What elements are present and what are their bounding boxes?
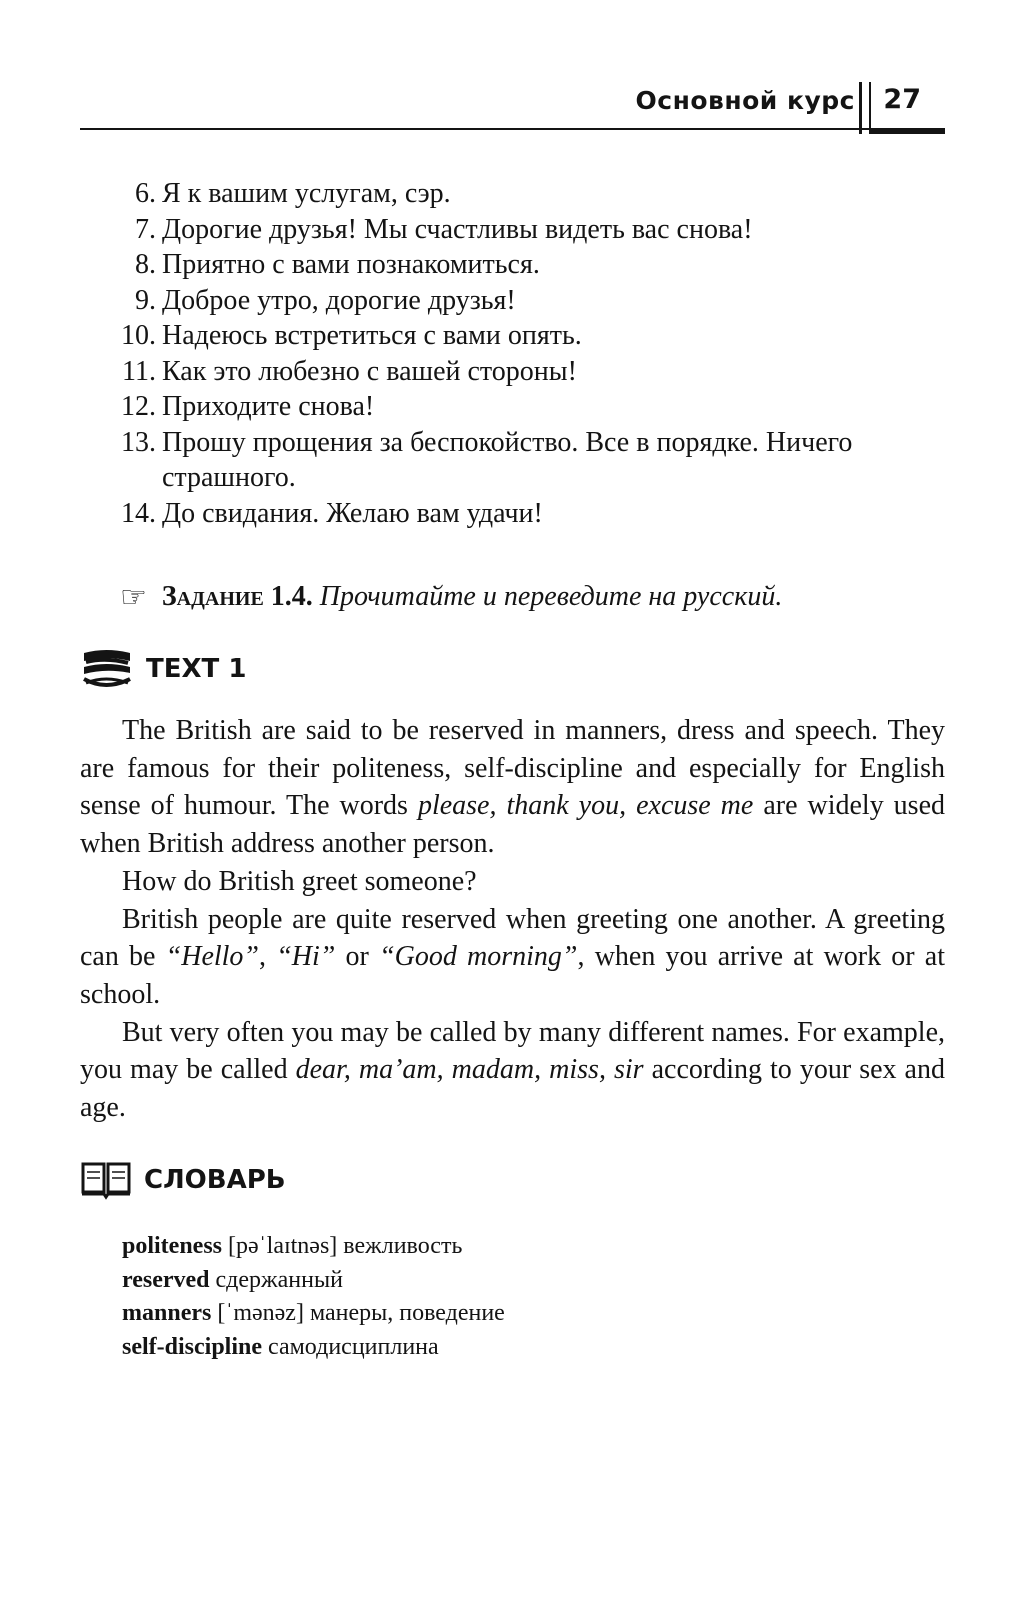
paragraph: But very often you may be called by many different names. For example, you may be called dear, ma’am, madam, miss, sir according to your sex and age. [80,1016,945,1124]
item-number: 11. [122,355,156,387]
vocab-word: politeness [122,1233,223,1259]
vocabulary-heading [80,1160,286,1200]
header-rule-accent [871,128,945,134]
list-item [80,389,950,425]
vocab-entry [122,1230,505,1264]
item-number: 6. [135,178,156,209]
vocabulary-list [122,1230,505,1364]
vocab-entry [122,1297,505,1331]
item-number: 9. [135,284,156,316]
header-separator [859,82,871,134]
list-item [80,283,950,319]
page-number: 27 [883,84,921,115]
paragraph: How do British greet someone? [122,865,477,897]
item-number: 13. [121,426,156,458]
book-stack-icon [80,645,134,693]
task-label: Задание 1.4. [161,581,313,612]
vocab-definition: [ˈmənəz] манеры, поведение [211,1300,505,1326]
item-text: Доброе утро, дорогие друзья! [162,284,516,316]
vocab-definition: сдержанный [209,1266,343,1293]
item-text: Надеюсь встретиться с вами опять. [162,320,582,351]
list-item [80,354,950,390]
vocab-word: self-discipline [122,1333,263,1360]
vocab-word: manners [122,1300,212,1326]
task-heading [120,580,782,615]
item-text: Как это любезно с вашей стороны! [162,355,577,387]
item-number: 8. [135,249,156,280]
item-text: Дорогие друзья! Мы счастливы видеть вас снова! [162,213,753,245]
item-text: Приятно с вами познакомиться. [162,249,540,280]
item-text: Я к вашим услугам, сэр. [162,178,451,209]
item-number: 12. [121,391,156,422]
vocab-definition: самодисциплина [262,1333,439,1360]
list-item [80,425,950,496]
vocab-word: reserved [122,1266,210,1293]
item-text: Приходите снова! [162,391,375,422]
vocab-entry [122,1331,505,1365]
paragraph: British people are quite reserved when greeting one another. A greeting can be “Hello”, “Hi” or “Good morning”, when you arrive at work or at school. [80,903,946,1010]
item-text: До свидания. Желаю вам удачи! [162,497,543,529]
task-instruction: Прочитайте и переведите на русский. [319,581,783,612]
item-number: 7. [135,213,156,245]
running-header-title: Основной курс [635,86,855,115]
list-item [80,212,950,248]
list-item [80,318,950,354]
item-number: 14. [121,497,156,529]
reading-text [80,712,945,1127]
list-item [80,247,950,283]
item-text: Прошу прощения за беспокойство. Все в порядке. Ничего страшного. [162,426,853,493]
header-rule [80,128,945,130]
list-item [80,176,950,212]
phrase-list [80,176,950,531]
list-item [80,496,950,532]
section-title: ТЕХТ 1 [146,654,247,684]
text-section-heading [80,645,246,693]
item-number: 10. [121,320,156,351]
pointing-hand-icon: ☞ [120,580,147,615]
vocab-entry [122,1264,505,1298]
open-book-icon [80,1160,132,1200]
vocab-definition: [pəˈlaɪtnəs] вежливость [222,1233,463,1259]
section-title: СЛОВАРЬ [144,1165,286,1195]
page-header [80,82,945,130]
paragraph: The British are said to be reserved in manners, dress and speech. They are famous for their politeness, self-discipline and especially for English sense of humour. The words please, thank you, excuse me are widely used when British address another person. [80,715,946,860]
